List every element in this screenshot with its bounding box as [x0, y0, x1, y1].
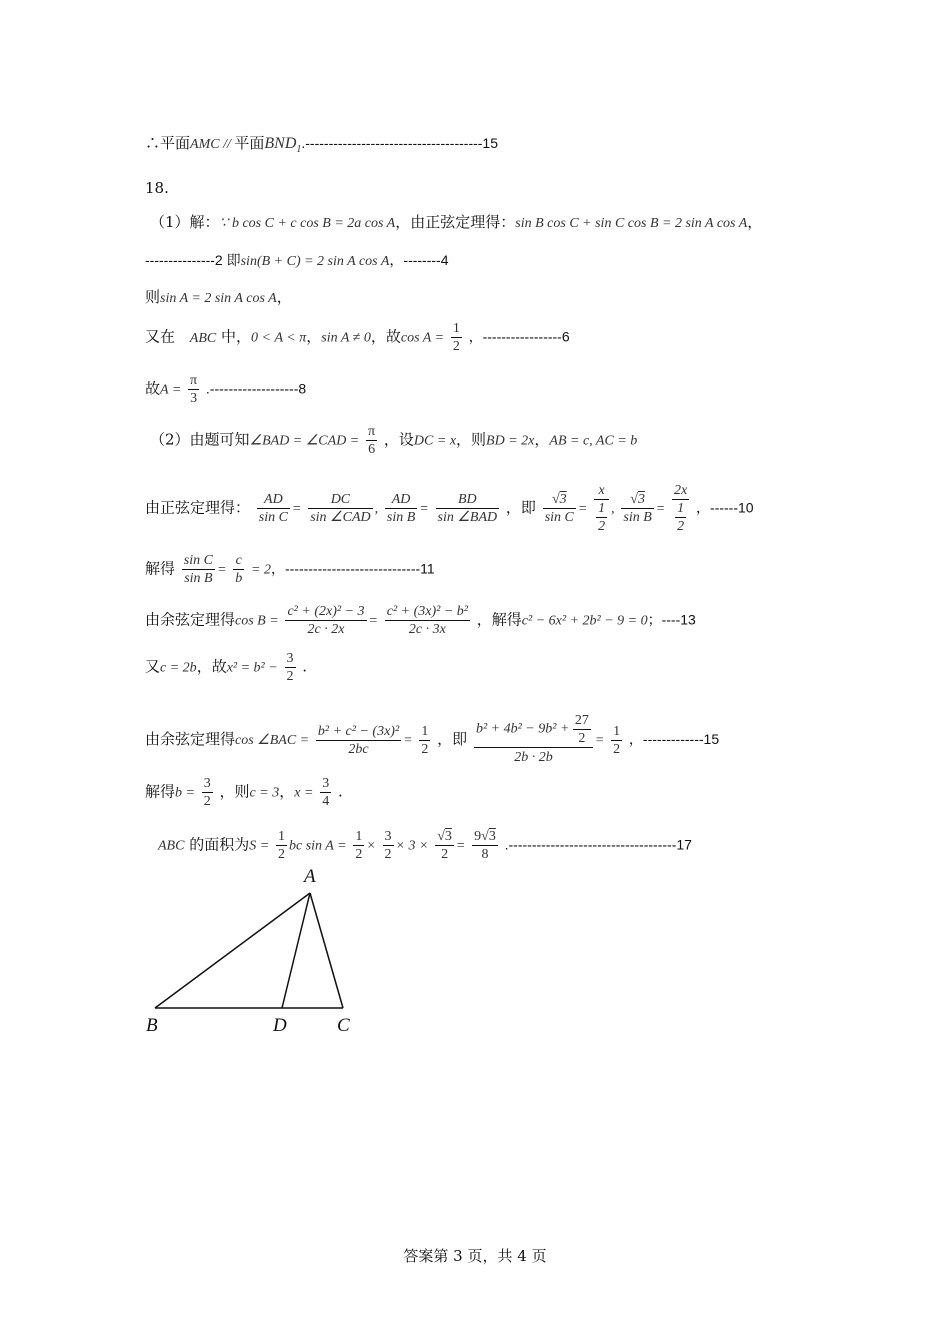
fraction-half-b: $\frac{1}{2}$ [613, 723, 621, 757]
fraction-x-value: $\frac{3}{4}$ [322, 776, 330, 809]
fraction-pi-over-6: $\frac{\pi}{6}$ [368, 424, 376, 457]
page-footer: 答案第 3 页，共 4 页 [403, 1247, 547, 1265]
part2-area-line: ABC 的面积为S = $\frac{1}{2}$ bc sin A = $\frac{1}{2}$ × $\frac{3}{2}$ × 3 × $\frac{√3}{2}$ = $\frac{9√3}{8}$ .------------------------------------17 [158, 829, 692, 862]
fraction-sinc-sinb: $\frac{\text{sin C}}{\text{sin B}}$ [183, 553, 213, 586]
fraction-bd-sinbad: $\frac{BD}{\text{sin ∠BAD}}$ [437, 492, 498, 525]
fraction-area-half2: $\frac{1}{2}$ [355, 829, 363, 862]
fraction-ad-sinc: $\frac{AD}{\text{sin C}}$ [258, 492, 288, 525]
fraction-area-half: $\frac{1}{2}$ [277, 829, 285, 862]
vertex-label-c: C [337, 1015, 350, 1036]
fraction-c-b: $\frac{c}{b}$ [235, 553, 243, 586]
part2-line6: 由余弦定理得cos ∠BAC = $\frac{\text{b² + c² − (3x)²}}{2bc}$ = $\frac{1}{2}$ ，即 b² + 4b² − 9b² + $\frac{27}{2}$ 2b · 2b = $\frac{1}{2}$ ，-------------15 [145, 712, 719, 768]
fraction-2x-half: $\frac{2x}{\frac{1}{2}}$ [674, 483, 688, 534]
fraction-x-half: $\frac{x}{\frac{1}{2}}$ [594, 482, 609, 535]
point-label-d: D [273, 1015, 287, 1036]
part2-line7: 解得b = $\frac{3}{2}$ ，则c = 3，x = $\frac{3}{4}$ . [145, 776, 343, 809]
part2-line3: 解得 $\frac{\text{sin C}}{\text{sin B}}$ = $\frac{c}{b}$ = 2，-----------------------------11 [145, 553, 435, 586]
fraction-cosb-1: $\frac{\text{c² + (2x)² − 3}}{2c \cdot 2x}$ [287, 604, 365, 637]
part1-line5: 故A = $\frac{\pi}{3}$ .-------------------8 [145, 373, 307, 406]
fraction-cos-bac: $\frac{\text{b² + c² − (3x)²}}{2bc}$ [317, 723, 400, 757]
fraction-dc-sincad: $\frac{DC}{\text{sin ∠CAD}}$ [310, 492, 371, 525]
fraction-one-half: $\frac{1}{2}$ [452, 321, 460, 354]
fraction-pi-over-3: $\frac{\pi}{3}$ [190, 373, 198, 406]
side-ac [310, 893, 343, 1008]
part1-line2: ---------------2 即sin(B + C) = 2 sin A cos A，--------4 [145, 252, 449, 269]
fraction-three-halves: $\frac{3}{2}$ [286, 651, 294, 684]
fraction-sqrt3-sinb: $\frac{√3}{\text{sin B}}$ [623, 492, 652, 525]
fraction-area-result: $\frac{9√3}{8}$ [474, 829, 496, 862]
fraction-area-three-halves: $\frac{3}{2}$ [384, 829, 392, 862]
fraction-sqrt3-sinc: $\frac{√3}{\text{sin C}}$ [544, 492, 574, 525]
part2-line5: 又c = 2b，故x² = b² − $\frac{3}{2}$ . [145, 651, 308, 684]
fraction-area-sqrt3-half: $\frac{√3}{2}$ [437, 829, 452, 862]
triangle-figure [140, 860, 380, 1040]
part2-line2: 由正弦定理得： $\frac{AD}{\text{sin C}}$ = $\frac{DC}{\text{sin ∠CAD}}$ , $\frac{AD}{\text{sin B}}$ = $\frac{BD}{\text{sin ∠BAD}}$ ，即 $\frac{√3}{\text{sin C}}$ = $\frac{x}{\frac{1}{2}}$ , $\frac{√3}{\text{sin B}}$ = $\frac{2x}{\frac{1}{2}}$ ，------10 [145, 483, 754, 534]
part2-line1: （2）由题可知∠BAD = ∠CAD = $\frac{\pi}{6}$ ，设DC = x，则BD = 2x，AB = c, AC = b [150, 424, 638, 457]
line-plane-parallel: ∴平面AMC // 平面$BND_1.--------------------------------------15$ [145, 134, 498, 155]
fraction-b-value: $\frac{3}{2}$ [203, 776, 211, 809]
part1-line3: 则sin A = 2 sin A cos A， [145, 288, 292, 306]
part1-line4: 又在 ABC 中，0 < A < π，sin A ≠ 0，故cos A = $\frac{1}{2}$ ，-----------------6 [145, 321, 570, 354]
vertex-label-a: A [304, 866, 316, 887]
question-number: 18. [145, 179, 169, 197]
fraction-cosb-2: $\frac{\text{c² + (3x)² − b²}}{2c \cdot 3x}$ [386, 604, 468, 637]
part2-line4: 由余弦定理得cos B = $\frac{\text{c² + (2x)² − 3}}{2c \cdot 2x}$ = $\frac{\text{c² + (3x)² − b²}}{2c \cdot 3x}$ ，解得c² − 6x² + 2b² − 9 = 0；----13 [145, 604, 696, 637]
part1-line1: （1）解：∵ b cos C + c cos B = 2a cos A，由正弦定理得：sin B cos C + sin C cos B = 2 sin A cos A， [150, 213, 763, 231]
fraction-ad-sinb: $\frac{AD}{\text{sin B}}$ [386, 492, 416, 525]
fraction-big-expression: b² + 4b² − 9b² + $\frac{27}{2}$ 2b · 2b [474, 712, 593, 768]
fraction-half-a: $\frac{1}{2}$ [421, 723, 429, 757]
vertex-label-b: B [146, 1015, 158, 1036]
